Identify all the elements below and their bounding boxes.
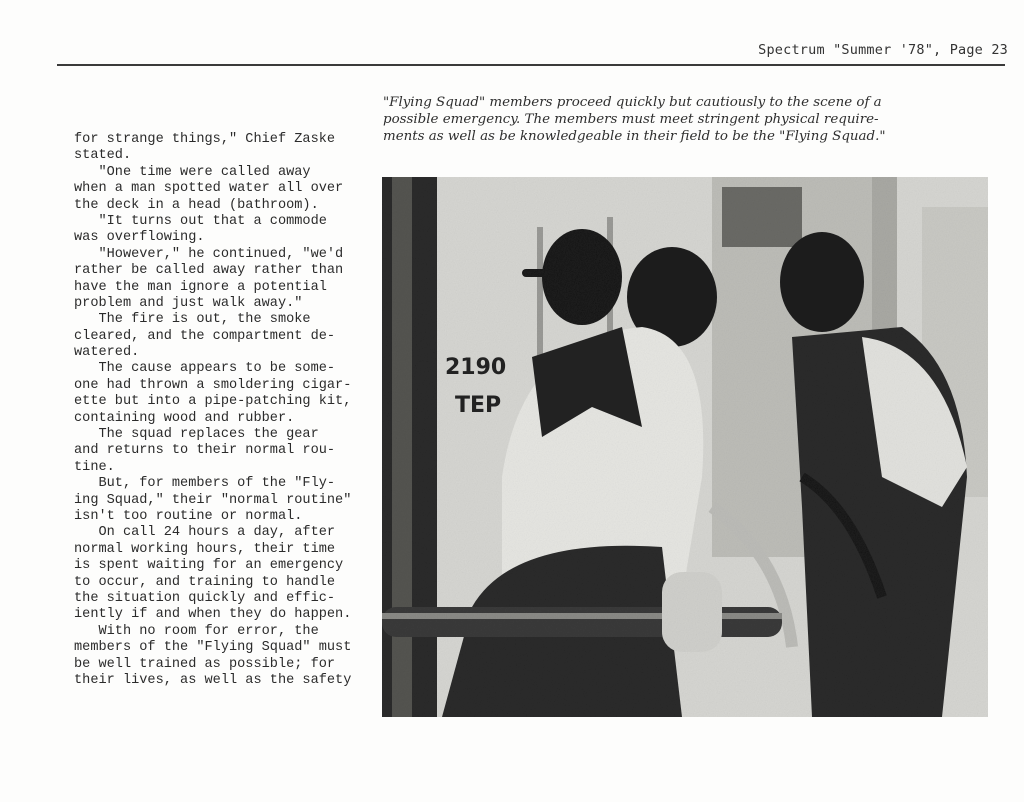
article-line: tine. xyxy=(74,459,115,475)
photo-caption xyxy=(383,95,993,145)
article-line: "One time were called away xyxy=(74,164,311,180)
article-line: is spent waiting for an emergency xyxy=(74,558,344,574)
article-line: to occur, and training to handle xyxy=(74,574,336,590)
masked-figure-right xyxy=(780,232,864,332)
article-line: With no room for error, the xyxy=(74,623,319,639)
article-line: The cause appears to be some- xyxy=(74,361,336,377)
running-head: Spectrum "Summer '78", Page 23 xyxy=(758,42,1008,58)
article-line: The squad replaces the gear xyxy=(74,427,319,443)
article-line: problem and just walk away." xyxy=(74,295,303,311)
stencil-text: TEP xyxy=(455,393,502,418)
header-rule xyxy=(57,64,1005,66)
article-line: cleared, and the compartment de- xyxy=(74,328,336,344)
caption-line: possible emergency. The members must meet stringent physical require- xyxy=(383,111,879,127)
article-line: ette but into a pipe-patching kit, xyxy=(74,394,352,410)
article-line: one had thrown a smoldering cigar- xyxy=(74,377,352,393)
article-line: iently if and when they do happen. xyxy=(74,607,352,623)
article-line: members of the "Flying Squad" must xyxy=(74,640,352,656)
article-line: their lives, as well as the safety xyxy=(74,672,352,688)
article-line: for strange things," Chief Zaske xyxy=(74,132,336,147)
article-line: containing wood and rubber. xyxy=(74,410,295,426)
article-line: stated. xyxy=(74,148,132,164)
article-line: watered. xyxy=(74,345,140,361)
article-column xyxy=(74,132,364,689)
article-line: "However," he continued, "we'd xyxy=(74,246,344,262)
article-line: But, for members of the "Fly- xyxy=(74,476,336,492)
caption-line: ments as well as be knowledgeable in their field to be the "Flying Squad." xyxy=(383,128,886,144)
article-line: the deck in a head (bathroom). xyxy=(74,197,319,213)
article-line: be well trained as possible; for xyxy=(74,656,336,672)
article-line: and returns to their normal rou- xyxy=(74,443,336,459)
article-line: isn't too routine or normal. xyxy=(74,508,303,524)
article-line: normal working hours, their time xyxy=(74,541,336,557)
article-line: when a man spotted water all over xyxy=(74,181,344,197)
article-line: "It turns out that a commode xyxy=(74,213,327,229)
caption-line: "Flying Squad" members proceed quickly but cautiously to the scene of a xyxy=(383,95,882,110)
photograph-flying-squad xyxy=(382,177,988,717)
photo-illustration xyxy=(382,177,988,717)
article-line: On call 24 hours a day, after xyxy=(74,525,336,541)
article-line: The fire is out, the smoke xyxy=(74,312,311,328)
article-line: ing Squad," their "normal routine" xyxy=(74,492,352,508)
stencil-text: 2190 xyxy=(445,355,507,380)
article-line: was overflowing. xyxy=(74,230,205,246)
article-line: the situation quickly and effic- xyxy=(74,590,336,606)
article-line: have the man ignore a potential xyxy=(74,279,327,295)
article-line: rather be called away rather than xyxy=(74,263,344,279)
